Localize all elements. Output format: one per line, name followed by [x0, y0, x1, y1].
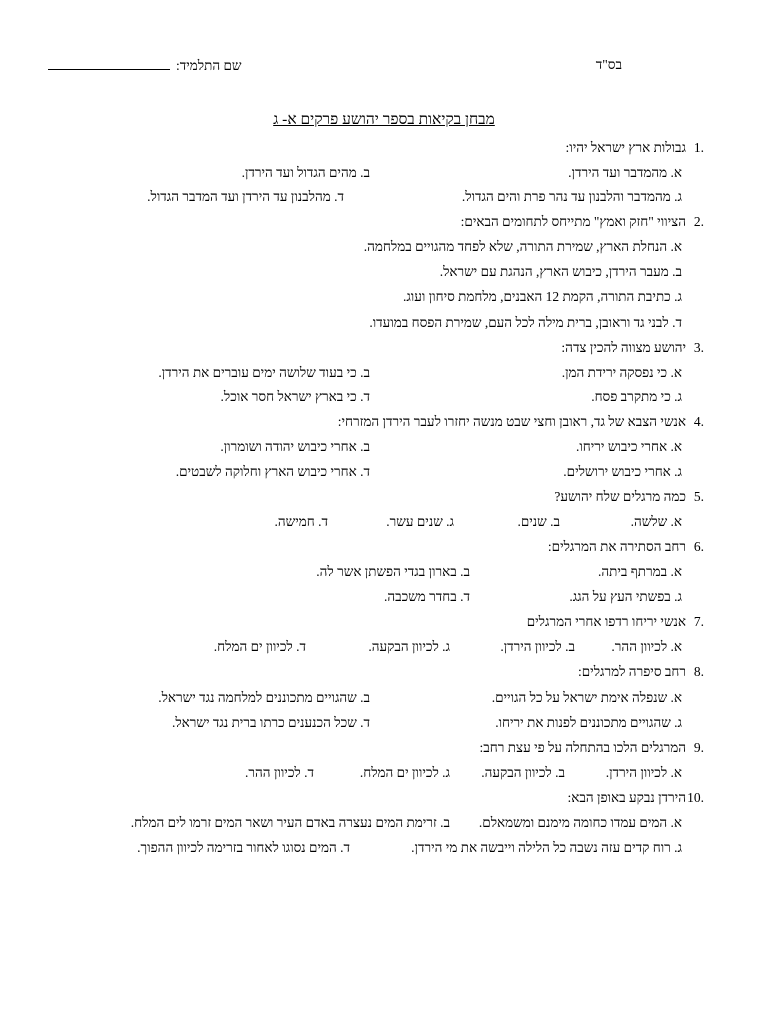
- question-9-options-row: [0, 765, 768, 785]
- option-c: ג. מהמדבר והלבנון עד נהר פרת והים הגדול.: [461, 189, 682, 204]
- question-8-options-row-2: [0, 715, 768, 735]
- question-text: כמה מרגלים שלח יהושע?: [554, 489, 686, 504]
- question-text: הציווי "חזק ואמץ" מתייחס לתחומים הבאים:: [460, 214, 686, 229]
- question-text: אנשי יריחו רדפו אחרי המרגלים: [526, 614, 686, 629]
- question-text: הירדן נבקע באופן הבא:: [567, 790, 686, 805]
- option-d: ד. חמישה.: [274, 514, 328, 529]
- question-7: [0, 614, 768, 634]
- option-c: ג. לכיוון ים המלח.: [359, 765, 450, 780]
- question-10-options-row-1: [0, 815, 768, 835]
- option-d: ד. מהלבנון עד הירדן ועד המדבר הגדול.: [147, 189, 344, 204]
- question-4-options-row-2: [0, 464, 768, 484]
- option-b: ב. שהגויים מתכוננים למלחמה נגד ישראל.: [158, 690, 370, 705]
- question-number: 8.: [693, 664, 704, 679]
- question-1-options-row-2: [0, 189, 768, 209]
- question-7-options-row: [0, 639, 768, 659]
- question-text: יהושע מצווה להכין צדה:: [561, 340, 686, 355]
- question-2-option-b-row: [0, 264, 768, 284]
- bsd-header: בס"ד: [595, 57, 622, 72]
- student-name-field: [48, 57, 241, 74]
- question-number: 5.: [693, 489, 704, 504]
- option-a: א. לכיוון הירדן.: [605, 765, 682, 780]
- question-2-option-a-row: [0, 239, 768, 259]
- question-text: גבולות ארץ ישראל יהיו:: [565, 140, 686, 155]
- question-3: [0, 340, 768, 360]
- option-b: ב. שנים.: [517, 514, 560, 529]
- option-b: ב. כי בעוד שלושה ימים עוברים את הירדן.: [158, 365, 370, 380]
- option-a: א. לכיוון ההר.: [611, 639, 682, 654]
- question-text: אנשי הצבא של גד, ראובן וחצי שבט מנשה יחזרו לעבר הירדן המזרחי:: [337, 414, 686, 429]
- question-10: [0, 790, 768, 810]
- question-9: [0, 740, 768, 760]
- option-d: ד. אחרי כיבוש הארץ וחלוקה לשבטים.: [175, 464, 370, 479]
- question-10-options-row-2: [0, 840, 768, 860]
- question-3-options-row-2: [0, 389, 768, 409]
- question-number: 3.: [693, 340, 704, 355]
- option-b: ב. אחרי כיבוש יהודה ושומרון.: [220, 439, 370, 454]
- option-c: ג. לכיוון הבקעה.: [368, 639, 450, 654]
- option-a: א. המים עמדו כחומה מימנם ומשמאלם.: [478, 815, 682, 830]
- option-c: ג. בפשתי העץ על הגג.: [569, 589, 682, 604]
- option-c: ג. כתיבת התורה, הקמת 12 האבנים, מלחמת סיחון ועוג.: [402, 289, 682, 304]
- student-name-blank-line: [48, 57, 170, 70]
- question-4-options-row-1: [0, 439, 768, 459]
- option-b: ב. בארון בגדי הפשתן אשר לה.: [316, 564, 470, 579]
- question-5: [0, 489, 768, 509]
- question-number: 10.: [687, 790, 704, 805]
- option-a: א. הנחלת הארץ, שמירת התורה, שלא לפחד מהגויים במלחמה.: [363, 239, 682, 254]
- question-6-options-row-1: [0, 564, 768, 584]
- question-2-option-d-row: [0, 315, 768, 335]
- option-c: ג. שנים עשר.: [386, 514, 454, 529]
- question-text: המרגלים הלכו בהתחלה על פי עצת רחב:: [479, 740, 686, 755]
- student-name-label: שם התלמיד:: [176, 58, 242, 73]
- option-d: ד. לכיוון ההר.: [245, 765, 314, 780]
- option-a: א. שנפלה אימת ישראל על כל הגויים.: [491, 690, 682, 705]
- option-a: א. שלשה.: [630, 514, 682, 529]
- question-6-options-row-2: [0, 589, 768, 609]
- option-c: ג. אחרי כיבוש ירושלים.: [563, 464, 682, 479]
- question-number: 6.: [693, 539, 704, 554]
- option-a: א. במרתף ביתה.: [597, 564, 682, 579]
- option-d: ד. המים נסוגו לאחור בזרימה לכיוון ההפוך.: [137, 840, 350, 855]
- question-text: רחב הסתירה את המרגלים:: [547, 539, 686, 554]
- question-text: רחב סיפרה למרגלים:: [578, 664, 686, 679]
- question-number: 7.: [693, 614, 704, 629]
- option-c: ג. רוח קדים עזה נשבה כל הלילה וייבשה את מי הירדן.: [411, 840, 682, 855]
- question-number: 4.: [693, 414, 704, 429]
- question-1: [0, 140, 768, 160]
- question-4: [0, 414, 768, 434]
- question-number: 2.: [693, 214, 704, 229]
- option-d: ד. לבני גד וראובן, ברית מילה לכל העם, שמירת הפסח במועדו.: [369, 315, 682, 330]
- option-d: ד. שכל הכנענים כרתו ברית נגד ישראל.: [171, 715, 370, 730]
- question-2-option-c-row: [0, 289, 768, 309]
- question-8: [0, 664, 768, 684]
- option-d: ד. כי בארץ ישראל חסר אוכל.: [220, 389, 370, 404]
- option-c: ג. שהגויים מתכוננים לפנות את יריחו.: [495, 715, 682, 730]
- question-5-options-row: [0, 514, 768, 534]
- question-6: [0, 539, 768, 559]
- option-d: ד. לכיוון ים המלח.: [213, 639, 306, 654]
- option-c: ג. כי מתקרב פסח.: [591, 389, 682, 404]
- option-b: ב. לכיוון הירדן.: [500, 639, 575, 654]
- question-8-options-row-1: [0, 690, 768, 710]
- option-d: ד. בחדר משכבה.: [383, 589, 470, 604]
- question-number: 9.: [693, 740, 704, 755]
- question-1-options-row-1: [0, 165, 768, 185]
- option-b: ב. מעבר הירדן, כיבוש הארץ, הנהגת עם ישראל.: [439, 264, 682, 279]
- option-b: ב. מהים הגדול ועד הירדן.: [241, 165, 370, 180]
- option-a: א. מהמדבר ועד הירדן.: [568, 165, 682, 180]
- question-3-options-row-1: [0, 365, 768, 385]
- option-b: ב. לכיוון הבקעה.: [481, 765, 565, 780]
- exam-title: מבחן בקיאות בספר יהושע פרקים א- ג: [273, 111, 495, 128]
- question-number: 1.: [693, 140, 704, 155]
- option-b: ב. זרימת המים נעצרה באדם העיר ושאר המים זרמו לים המלח.: [130, 815, 450, 830]
- option-a: א. אחרי כיבוש יריחו.: [575, 439, 682, 454]
- question-2: [0, 214, 768, 234]
- option-a: א. כי נפסקה ירידת המן.: [561, 365, 682, 380]
